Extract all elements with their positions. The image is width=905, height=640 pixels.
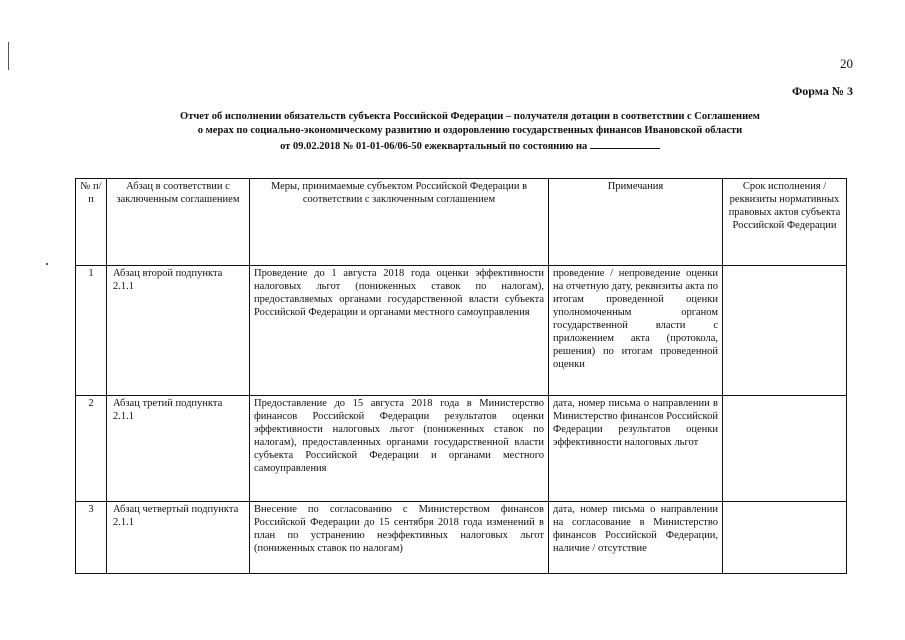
table-row — [76, 266, 847, 396]
row-note: дата, номер письма о направлении в Министерство финансов Российской Федерации результатов оценки эффективности налоговых льгот — [549, 396, 723, 502]
row-paragraph: Абзац третий подпункта 2.1.1 — [107, 396, 250, 502]
row-note: дата, номер письма о направлении на согласование в Министерство финансов Российской Федерации, наличие / отсутствие — [549, 502, 723, 574]
header-notes: Примечания — [549, 179, 723, 266]
title-line-3: от 09.02.2018 № 01-01-06/06-50 ежеквартальный по состоянию на — [100, 138, 840, 154]
title-line-2: о мерах по социально-экономическому развитию и оздоровлению государственных финансов Ивановской области — [197, 125, 743, 136]
row-note: проведение / непроведение оценки на отчетную дату, реквизиты акта по итогам проведенной оценки уполномоченным органом государственной власти с приложением акта (протокола, решения) по итогам проведенной оценки — [549, 266, 723, 396]
row-number: 3 — [76, 502, 107, 574]
table-row — [76, 396, 847, 502]
row-deadline — [723, 266, 847, 396]
form-label: Форма № 3 — [792, 84, 853, 98]
scan-speck — [46, 263, 48, 265]
title-line-1: Отчет об исполнении обязательств субъекта Российской Федерации – получателя дотации в соответствии с Соглашением — [180, 111, 760, 122]
date-blank-line — [590, 138, 660, 149]
row-measure: Внесение по согласованию с Министерством финансов Российской Федерации до 15 сентября 2018 года изменений в план по устранению неэффективных налоговых льгот (пониженных ставок по налогам) — [250, 502, 549, 574]
scan-edge-mark — [8, 42, 9, 70]
header-number: № п/п — [76, 179, 107, 266]
report-table — [75, 178, 847, 574]
row-measure: Проведение до 1 августа 2018 года оценки эффективности налоговых льгот (пониженных ставок по налогам), предоставляемых органами государственной власти субъекта Российской Федерации и органами местного самоуправления — [250, 266, 549, 396]
row-measure: Предоставление до 15 августа 2018 года в Министерство финансов Российской Федерации результатов оценки эффективности налоговых льгот (пониженных ставок по налогам), предоставленных органами государственной власти субъекта Российской Федерации и органами местного самоуправления — [250, 396, 549, 502]
row-number: 2 — [76, 396, 107, 502]
row-paragraph: Абзац четвертый подпункта 2.1.1 — [107, 502, 250, 574]
row-deadline — [723, 502, 847, 574]
header-deadline: Срок исполнения / реквизиты нормативных правовых актов субъекта Российской Федерации — [723, 179, 847, 266]
document-title — [100, 110, 840, 154]
header-measures: Меры, принимаемые субъектом Российской Федерации в соответствии с заключенным соглашением — [250, 179, 549, 266]
row-deadline — [723, 396, 847, 502]
page-number: 20 — [840, 56, 853, 71]
row-paragraph: Абзац второй подпункта 2.1.1 — [107, 266, 250, 396]
header-paragraph: Абзац в соответствии с заключенным соглашением — [107, 179, 250, 266]
table-header-row — [76, 179, 847, 266]
table-row — [76, 502, 847, 574]
row-number: 1 — [76, 266, 107, 396]
